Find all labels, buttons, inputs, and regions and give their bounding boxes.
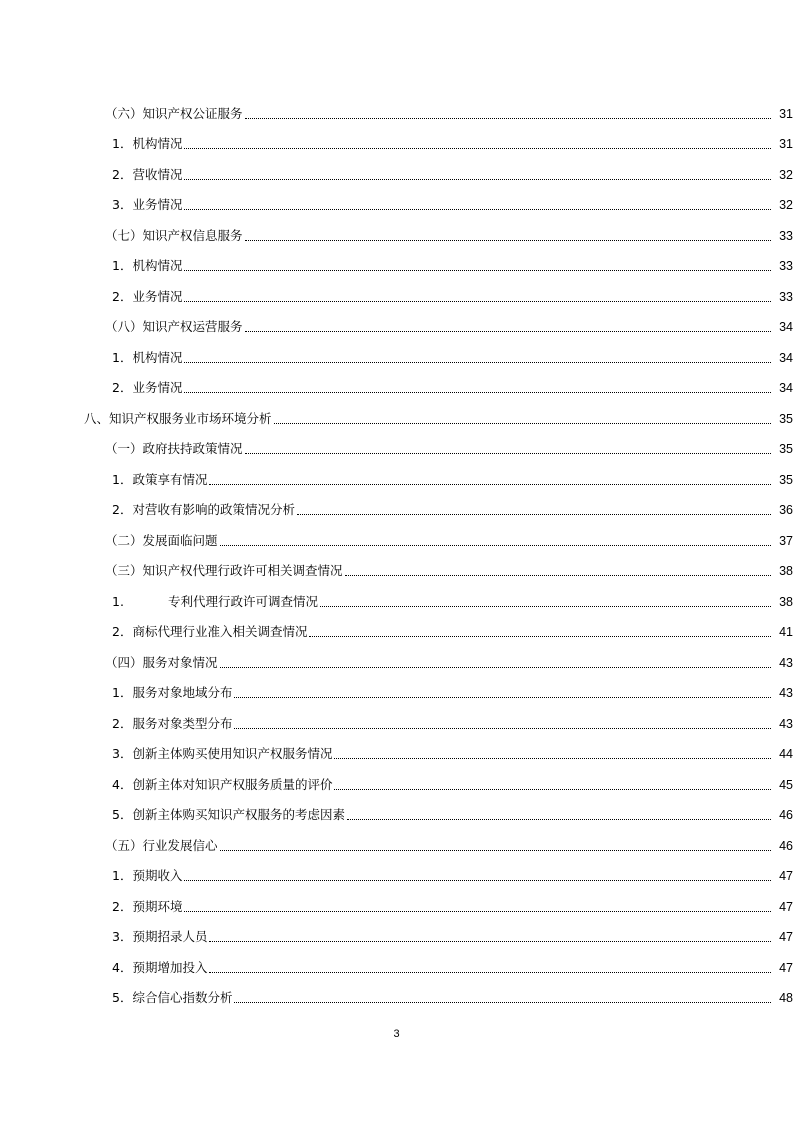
dot-leader <box>245 117 771 119</box>
toc-entry-title: 3．业务情况 <box>112 197 183 212</box>
toc-entry-title: 5．综合信心指数分析 <box>112 990 233 1005</box>
toc-entry-title: 2．商标代理行业准入相关调查情况 <box>112 624 308 639</box>
toc-entry-title: 3．创新主体购买使用知识产权服务情况 <box>112 746 333 761</box>
toc-entry-page: 46 <box>779 838 793 853</box>
dot-leader <box>245 452 771 454</box>
toc-entry-page: 41 <box>779 625 793 639</box>
toc-entry-page: 32 <box>779 198 793 212</box>
toc-entry-title: 4．预期增加投入 <box>112 959 208 975</box>
toc-entry-page: 47 <box>779 869 793 883</box>
toc-entry-title <box>112 594 320 610</box>
toc-entry-title: 1．预期收入 <box>112 868 183 883</box>
toc-entry[interactable] <box>0 274 793 305</box>
toc-entry-page: 31 <box>779 106 793 121</box>
dot-leader <box>245 330 771 332</box>
toc-entry-page: 35 <box>779 472 793 487</box>
dot-leader <box>234 727 771 729</box>
dot-leader <box>220 544 771 546</box>
toc-entry[interactable] <box>0 793 793 824</box>
toc-entry-number: 1. <box>112 593 124 609</box>
toc-entry-title: （二）发展面临问题 <box>105 532 218 548</box>
toc-entry-page: 46 <box>779 808 793 822</box>
toc-entry-text: 专利代理行政许可调查情况 <box>168 593 319 609</box>
toc-entry[interactable] <box>0 823 793 854</box>
toc-entry[interactable] <box>0 183 793 214</box>
toc-entry[interactable] <box>0 91 793 122</box>
dot-leader <box>234 696 771 698</box>
dot-leader <box>184 879 771 881</box>
toc-entry[interactable] <box>0 610 793 641</box>
toc-entry-title: （五）行业发展信心 <box>105 837 218 853</box>
dot-leader <box>184 300 771 302</box>
toc-entry[interactable] <box>0 244 793 275</box>
toc-entry[interactable] <box>0 976 793 1007</box>
toc-entry-page: 37 <box>779 533 793 548</box>
toc-entry-page: 44 <box>779 747 793 761</box>
toc-entry-title: （四）服务对象情况 <box>105 654 218 670</box>
dot-leader <box>297 513 771 515</box>
toc-entry-page: 43 <box>779 686 793 700</box>
dot-leader <box>184 269 771 271</box>
toc-entry[interactable] <box>0 549 793 580</box>
toc-entry-title: 5．创新主体购买知识产权服务的考虑因素 <box>112 807 345 822</box>
dot-leader <box>345 574 771 576</box>
dot-leader <box>320 605 771 607</box>
toc-entry-title: （八）知识产权运营服务 <box>105 319 243 334</box>
toc-entry[interactable] <box>0 518 793 549</box>
toc-entry-title: 3．预期招录人员 <box>112 929 208 944</box>
dot-leader <box>334 757 771 759</box>
toc-entry[interactable] <box>0 640 793 671</box>
toc-entry-page: 31 <box>779 137 793 151</box>
toc-entry-title: 八、知识产权服务业市场环境分析 <box>84 410 272 426</box>
toc-entry-title: 1．机构情况 <box>112 136 183 151</box>
toc-entry-page: 36 <box>779 503 793 517</box>
toc-entry[interactable] <box>0 335 793 366</box>
toc-entry-title: 4．创新主体对知识产权服务质量的评价 <box>112 776 333 792</box>
dot-leader <box>220 849 771 851</box>
page-number: 3 <box>393 1028 400 1040</box>
toc-entry-page: 47 <box>779 960 793 975</box>
toc-entry-page: 47 <box>779 899 793 914</box>
toc-entry-title: 2．服务对象类型分布 <box>112 715 233 731</box>
toc-entry-page: 33 <box>779 228 793 243</box>
dot-leader <box>184 178 771 180</box>
dot-leader <box>184 910 771 912</box>
toc-entry[interactable] <box>0 854 793 885</box>
toc-entry[interactable] <box>0 305 793 336</box>
dot-leader <box>209 483 771 485</box>
toc-entry-page: 34 <box>779 320 793 334</box>
toc-entry-page: 32 <box>779 167 793 182</box>
toc-entry[interactable] <box>0 366 793 397</box>
toc-entry[interactable] <box>0 213 793 244</box>
toc-entry-title: 2．对营收有影响的政策情况分析 <box>112 502 295 517</box>
toc-entry[interactable] <box>0 579 793 610</box>
toc-entry-title: 1．机构情况 <box>112 349 183 365</box>
dot-leader <box>209 940 771 942</box>
toc-entry[interactable] <box>0 488 793 519</box>
toc-entry-page: 43 <box>779 655 793 670</box>
toc-entry-title: （七）知识产权信息服务 <box>105 227 243 243</box>
dot-leader <box>184 391 771 393</box>
toc-entry-page: 34 <box>779 350 793 365</box>
toc-entry-page: 48 <box>779 991 793 1005</box>
dot-leader <box>334 788 771 790</box>
toc-entry-title: （六）知识产权公证服务 <box>105 105 243 121</box>
dot-leader <box>234 1001 771 1003</box>
toc-entry-page: 38 <box>779 564 793 578</box>
dot-leader <box>209 971 771 973</box>
toc-entry-title: （一）政府扶持政策情况 <box>105 441 243 456</box>
toc-entry[interactable] <box>0 884 793 915</box>
dot-leader <box>245 239 771 241</box>
toc-entry[interactable] <box>0 732 793 763</box>
dot-leader <box>309 635 771 637</box>
toc-entry-title: 2．业务情况 <box>112 380 183 395</box>
toc-entry-title: 2．营收情况 <box>112 166 183 182</box>
toc-entry[interactable] <box>0 122 793 153</box>
toc-entry-page: 35 <box>779 442 793 456</box>
toc-entry[interactable] <box>0 457 793 488</box>
toc-entry[interactable] <box>0 945 793 976</box>
toc-entry[interactable] <box>0 671 793 702</box>
toc-entry[interactable] <box>0 762 793 793</box>
toc-entry-page: 35 <box>779 411 793 426</box>
toc-entry[interactable] <box>0 427 793 458</box>
toc-entry-page: 45 <box>779 777 793 792</box>
dot-leader <box>274 422 771 424</box>
toc-entry-page: 38 <box>779 594 793 609</box>
dot-leader <box>220 666 771 668</box>
toc-entry-title: 1．服务对象地域分布 <box>112 685 233 700</box>
toc-entry-page: 47 <box>779 930 793 944</box>
toc-entry-page: 34 <box>779 381 793 395</box>
toc-entry[interactable] <box>0 915 793 946</box>
table-of-contents <box>0 91 793 1006</box>
toc-entry[interactable] <box>0 396 793 427</box>
toc-entry-page: 33 <box>779 259 793 273</box>
toc-entry[interactable] <box>0 152 793 183</box>
toc-entry-title: 2．业务情况 <box>112 288 183 304</box>
toc-entry-title: （三）知识产权代理行政许可相关调查情况 <box>105 563 343 578</box>
toc-entry-title: 1．机构情况 <box>112 258 183 273</box>
dot-leader <box>184 208 771 210</box>
toc-entry-page: 43 <box>779 716 793 731</box>
toc-entry-title: 2．预期环境 <box>112 898 183 914</box>
toc-entry-page: 33 <box>779 289 793 304</box>
dot-leader <box>184 147 771 149</box>
dot-leader <box>184 361 771 363</box>
dot-leader <box>347 818 771 820</box>
toc-entry[interactable] <box>0 701 793 732</box>
toc-entry-title: 1．政策享有情况 <box>112 471 208 487</box>
